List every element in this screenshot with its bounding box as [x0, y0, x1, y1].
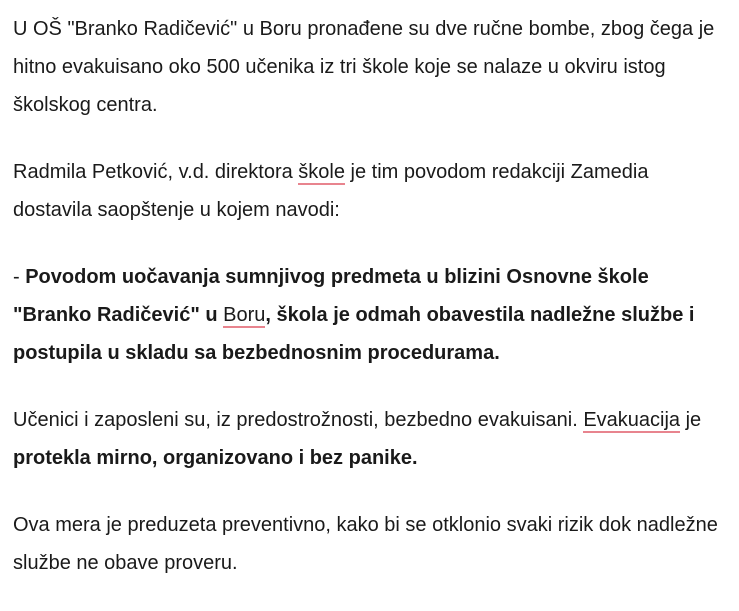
paragraph-statement-after: je tim povodom redakciji Zamedia dostavila saopštenje u kojem navodi:: [13, 161, 649, 221]
quote-bold-part1: Povodom uočavanja sumnjivog predmeta u blizini Osnovne škole "Branko Radičević" u: [13, 266, 649, 326]
paragraph-quote: [13, 258, 729, 372]
paragraph-preventive: [13, 506, 729, 582]
paragraph-preventive-text: Ova mera je preduzeta preventivno, kako bi se otklonio svaki rizik dok nadležne službe ne obave proveru.: [13, 514, 718, 574]
quote-dash: -: [13, 266, 26, 288]
link-skole[interactable]: škole: [298, 161, 345, 183]
link-evakuacija[interactable]: Evakuacija: [583, 409, 681, 431]
link-boru[interactable]: Boru: [223, 304, 266, 326]
paragraph-intro-text: U OŠ "Branko Radičević" u Boru pronađene su dve ručne bombe, zbog čega je hitno evakuisano oko 500 učenika iz tri škole koje se nalaze u okviru istog školskog centra.: [13, 18, 715, 116]
paragraph-evacuation: [13, 401, 729, 477]
quote-bold-part2: , škola je odmah obavestila nadležne službe i postupila u skladu sa bezbednosnim procedurama.: [13, 304, 695, 364]
paragraph-statement-before: Radmila Petković, v.d. direktora: [13, 161, 299, 183]
article-body: [13, 10, 729, 611]
paragraph-evacuation-text: Učenici i zaposleni su, iz predostrožnosti, bezbedno evakuisani.: [13, 409, 584, 431]
paragraph-statement-intro: [13, 153, 729, 229]
paragraph-intro: [13, 10, 729, 124]
paragraph-evacuation-bold: protekla mirno, organizovano i bez panike.: [13, 447, 418, 469]
paragraph-evacuation-middle: je: [680, 409, 702, 431]
